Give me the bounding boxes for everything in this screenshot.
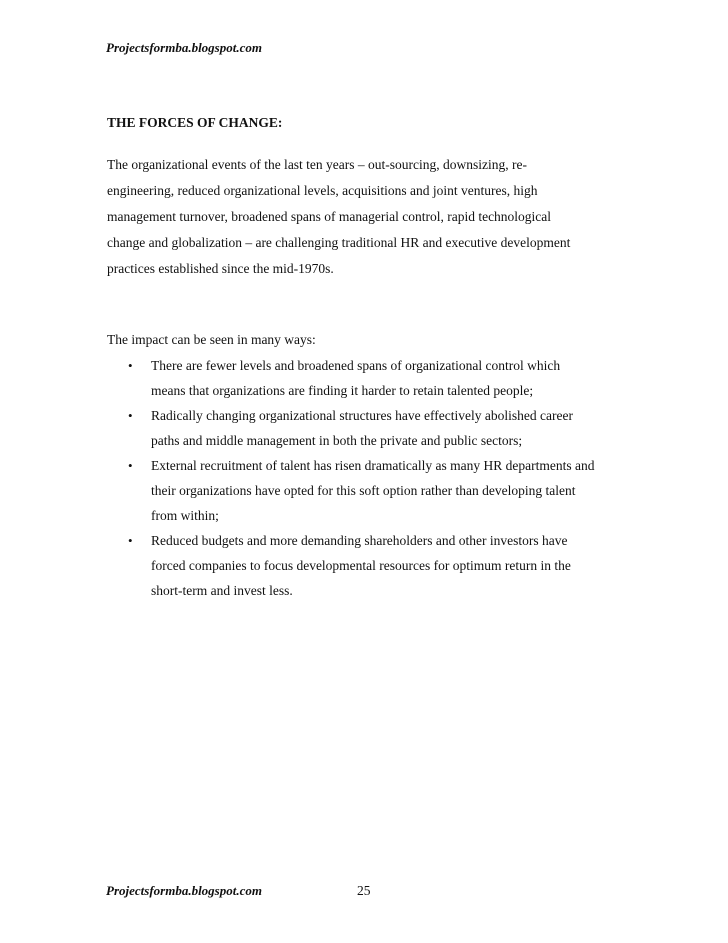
paragraph-line: change and globalization – are challenging traditional HR and executive development: [107, 235, 571, 250]
list-item-line: from within;: [151, 508, 219, 523]
paragraph-line: The organizational events of the last ten years – out-sourcing, downsizing, re-: [107, 157, 528, 172]
bullet-marker: •: [128, 458, 133, 473]
paragraph-line: management turnover, broadened spans of managerial control, rapid technological: [107, 209, 552, 224]
list-item-line: External recruitment of talent has risen dramatically as many HR departments and: [151, 458, 595, 473]
section-title: THE FORCES OF CHANGE:: [107, 115, 283, 130]
list-item-line: means that organizations are finding it harder to retain talented people;: [151, 383, 534, 398]
list-intro: The impact can be seen in many ways:: [107, 332, 316, 347]
page-header: Projectsformba.blogspot.com: [106, 40, 262, 55]
list-item-line: There are fewer levels and broadened spans of organizational control which: [151, 358, 561, 373]
bullet-marker: •: [128, 358, 133, 373]
paragraph-line: practices established since the mid-1970s.: [107, 261, 334, 276]
list-item-line: forced companies to focus developmental resources for optimum return in the: [151, 558, 571, 573]
paragraph-line: engineering, reduced organizational levels, acquisitions and joint ventures, high: [107, 183, 538, 198]
page-footer: Projectsformba.blogspot.com: [106, 883, 262, 898]
list-item-line: Reduced budgets and more demanding shareholders and other investors have: [151, 533, 568, 548]
list-item-line: paths and middle management in both the private and public sectors;: [151, 433, 523, 448]
list-item-line: short-term and invest less.: [151, 583, 293, 598]
bullet-marker: •: [128, 533, 133, 548]
list-item-line: their organizations have opted for this soft option rather than developing talent: [151, 483, 576, 498]
list-item-line: Radically changing organizational structures have effectively abolished career: [151, 408, 573, 423]
bullet-marker: •: [128, 408, 133, 423]
page-number: 25: [357, 883, 371, 898]
